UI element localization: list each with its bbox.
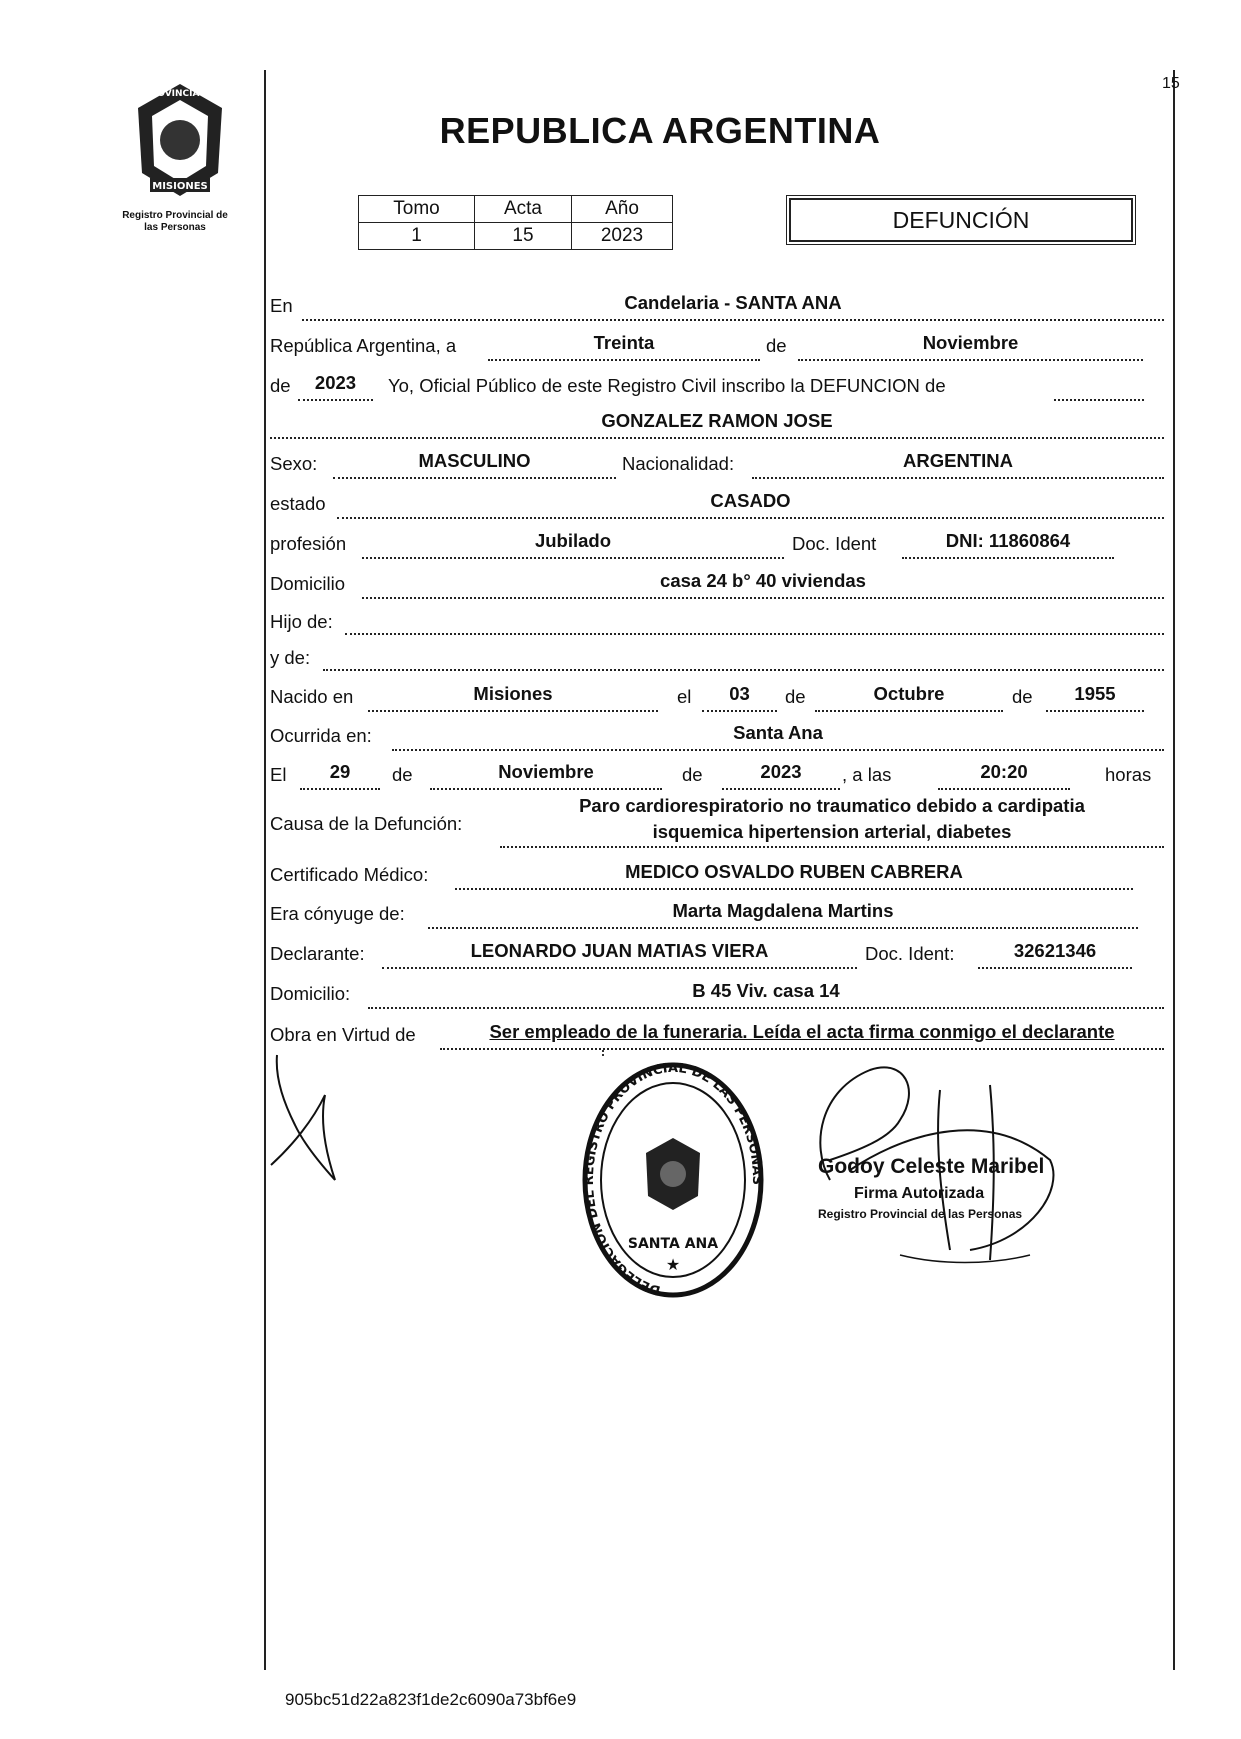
officer-name: Godoy Celeste Maribel (818, 1155, 1045, 1178)
y-de-label: y de: (270, 647, 311, 668)
tomo-value: 1 (359, 223, 475, 250)
ocurrida-dotted-line (392, 749, 1164, 751)
record-type-box: DEFUNCIÓN (789, 198, 1133, 242)
anio-header: Año (572, 196, 673, 223)
certificado-label: Certificado Médico: (270, 864, 429, 885)
doc-ident-label: Doc. Ident (792, 533, 877, 554)
de-label: de (766, 335, 787, 356)
yo-dotted-line (1054, 399, 1144, 401)
profesion-label: profesión (270, 533, 347, 554)
day-text: Treinta (593, 332, 655, 353)
stray-mark (602, 1050, 610, 1056)
dom-decl-label: Domicilio: (270, 983, 351, 1004)
birth-day: 03 (729, 683, 750, 704)
causa-label: Causa de la Defunción: (270, 813, 463, 834)
yo-text: Yo, Oficial Público de este Registro Civil inscribo la DEFUNCION de (388, 375, 946, 396)
officer-title: Firma Autorizada (854, 1185, 985, 1202)
hijo-de-dotted-line (345, 633, 1164, 635)
hijo-de-label: Hijo de: (270, 611, 333, 632)
ocurrida-value: Santa Ana (733, 722, 823, 743)
declarante-doc-dotted-line (978, 967, 1132, 969)
republica-label: República Argentina, a (270, 335, 457, 356)
right-margin-line (1173, 70, 1175, 1670)
estado-value: CASADO (710, 490, 791, 511)
nacionalidad-label: Nacionalidad: (622, 453, 735, 474)
death-year: 2023 (760, 761, 802, 782)
death-month: Noviembre (498, 761, 594, 782)
birth-de-label-1: de (785, 686, 806, 707)
sexo-dotted-line (333, 477, 616, 479)
nacionalidad-value: ARGENTINA (903, 450, 1013, 471)
domicilio-dotted-line (362, 597, 1164, 599)
obra-value: Ser empleado de la funeraria. Leída el acta firma conmigo el declarante (489, 1021, 1115, 1042)
death-time: 20:20 (980, 761, 1028, 782)
death-day-dotted-line (300, 788, 380, 790)
page-title: REPUBLICA ARGENTINA (439, 110, 881, 151)
deceased-dotted-line (270, 437, 1164, 439)
declarant-signature (265, 1050, 375, 1190)
obra-label: Obra en Virtud de (270, 1024, 416, 1045)
birth-year-dotted-line (1046, 710, 1144, 712)
ocurrida-label: Ocurrida en: (270, 725, 372, 746)
birth-month-dotted-line (815, 710, 1003, 712)
anio-value: 2023 (572, 223, 673, 250)
en-label: En (270, 295, 293, 316)
death-day: 29 (329, 761, 351, 782)
profesion-dotted-line (362, 557, 784, 559)
registry-label-line2: las Personas (144, 222, 206, 233)
domicilio-label: Domicilio (270, 573, 346, 594)
svg-text:PROVINCIA DE: PROVINCIA DE (143, 89, 217, 99)
acta-table (358, 195, 673, 250)
page-number: 15 (1162, 75, 1180, 92)
doc-ident-value: DNI: 11860864 (945, 530, 1071, 551)
causa-line1: Paro cardiorespiratorio no traumatico debido a cardipatia (579, 795, 1085, 816)
conyuge-dotted-line (428, 927, 1138, 929)
en-dotted-line (302, 319, 1164, 321)
birth-el-label: el (677, 686, 692, 707)
horas-label: horas (1105, 764, 1152, 785)
day-dotted-line (488, 359, 760, 361)
sexo-value: MASCULINO (418, 450, 531, 471)
dom-decl-dotted-line (368, 1007, 1164, 1009)
declarante-value: LEONARDO JUAN MATIAS VIERA (470, 940, 769, 961)
declarante-doc-value: 32621346 (1013, 940, 1097, 961)
misiones-emblem-icon (120, 78, 240, 203)
causa-dotted-line (500, 846, 1164, 848)
y-de-dotted-line (323, 669, 1164, 671)
death-el-label: El (270, 764, 287, 785)
nacido-en-label: Nacido en (270, 686, 354, 707)
acta-header-row (359, 196, 673, 223)
nacido-en-value: Misiones (473, 683, 553, 704)
svg-text:MISIONES: MISIONES (152, 181, 208, 192)
dom-decl-value: B 45 Viv. casa 14 (692, 980, 840, 1001)
year-value: 2023 (314, 372, 357, 393)
declarante-label: Declarante: (270, 943, 365, 964)
doc-ident-dotted-line (902, 557, 1114, 559)
birth-day-dotted-line (702, 710, 777, 712)
certificado-value: MEDICO OSVALDO RUBEN CABRERA (625, 861, 963, 882)
officer-org: Registro Provincial de las Personas (818, 1207, 1023, 1221)
acta-value: 15 (475, 223, 572, 250)
death-month-dotted-line (430, 788, 662, 790)
birth-de-label-2: de (1012, 686, 1033, 707)
a-las-label: , a las (842, 764, 892, 785)
tomo-header: Tomo (359, 196, 475, 223)
registry-label (95, 210, 255, 234)
sexo-label: Sexo: (270, 453, 318, 474)
acta-value-row (359, 223, 673, 250)
en-value: Candelaria - SANTA ANA (624, 292, 842, 313)
deceased-name: GONZALEZ RAMON JOSE (601, 410, 833, 431)
document-hash: 905bc51d22a823f1de2c6090a73bf6e9 (285, 1690, 577, 1709)
seal-star-icon: ★ (665, 1257, 681, 1274)
death-de-label-1: de (392, 764, 413, 785)
acta-header: Acta (475, 196, 572, 223)
profesion-value: Jubilado (534, 530, 612, 551)
month-text: Noviembre (922, 332, 1019, 353)
svg-text:SANTA ANA: SANTA ANA (627, 1236, 719, 1252)
birth-year: 1955 (1074, 683, 1116, 704)
declarante-doc-label: Doc. Ident: (865, 943, 955, 964)
causa-line2: isquemica hipertension arterial, diabetes (652, 821, 1012, 842)
nacionalidad-dotted-line (752, 477, 1164, 479)
round-seal (578, 1058, 768, 1298)
registry-label-line1: Registro Provincial de (122, 210, 228, 221)
nacido-en-dotted-line (368, 710, 658, 712)
estado-label: estado (270, 493, 326, 514)
conyuge-value: Marta Magdalena Martins (672, 900, 894, 921)
death-year-dotted-line (722, 788, 840, 790)
certificado-dotted-line (455, 888, 1133, 890)
de-year-label: de (270, 375, 291, 396)
birth-month: Octubre (873, 683, 945, 704)
declarante-dotted-line (382, 967, 857, 969)
death-time-dotted-line (938, 788, 1070, 790)
estado-dotted-line (337, 517, 1164, 519)
death-de-label-2: de (682, 764, 703, 785)
year-dotted-line (298, 399, 373, 401)
conyuge-label: Era cónyuge de: (270, 903, 405, 924)
svg-text:DELEGACION DEL REGISTRO PROVIN: DELEGACION DEL REGISTRO PROVINCIAL DE LAS PERSONAS (582, 1060, 765, 1298)
domicilio-value: casa 24 b° 40 viviendas (660, 570, 866, 591)
month-dotted-line (798, 359, 1143, 361)
officer-signature (790, 1050, 1090, 1280)
left-margin-line (264, 70, 266, 1670)
